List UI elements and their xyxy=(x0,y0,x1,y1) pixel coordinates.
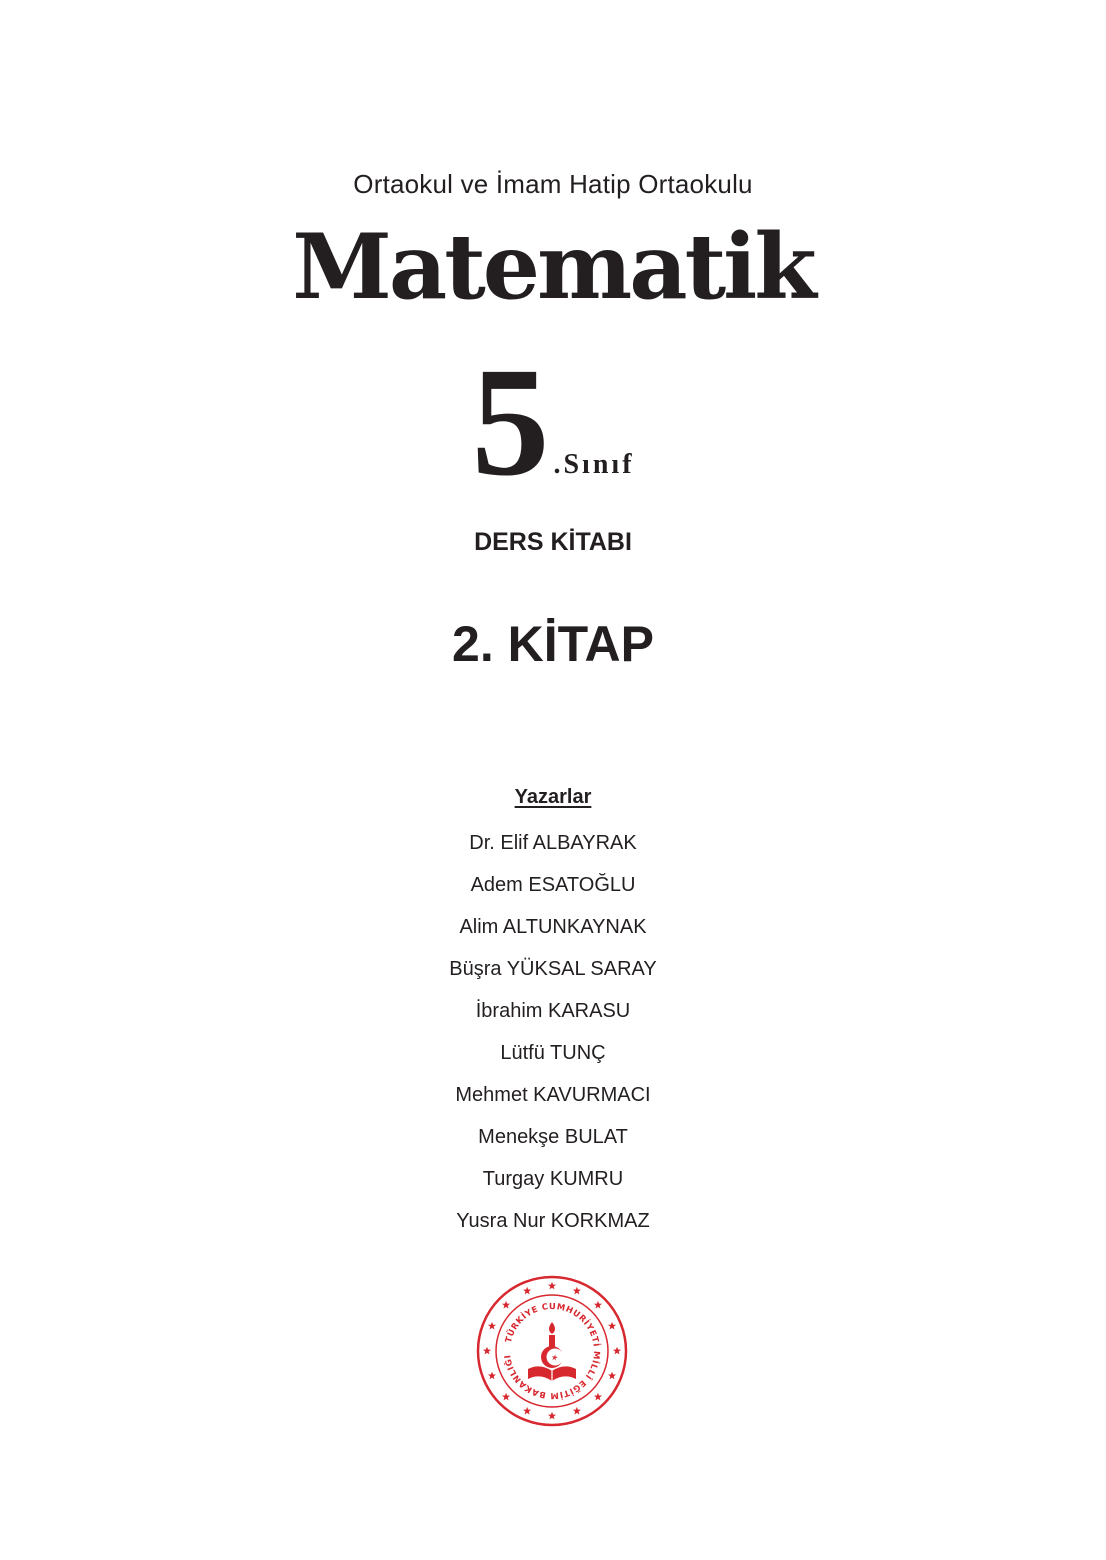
seal-star-icon xyxy=(573,1287,581,1295)
seal-star-icon xyxy=(608,1372,616,1380)
volume-label: 2. KİTAP xyxy=(452,616,654,672)
seal-star-icon xyxy=(548,1282,556,1290)
seal-star-icon xyxy=(573,1407,581,1415)
author-name: Lütfü TUNÇ xyxy=(500,1042,606,1064)
seal-star-icon xyxy=(548,1412,556,1420)
authors-list xyxy=(0,822,1106,1242)
seal-star-icon xyxy=(613,1347,621,1355)
seal-star-icon xyxy=(488,1322,496,1330)
author-name: Mehmet KAVURMACI xyxy=(455,1084,651,1106)
grade-label: .Sınıf xyxy=(553,449,635,480)
grade-block xyxy=(0,335,1106,508)
seal-star-icon xyxy=(523,1407,531,1415)
author-name: Menekşe BULAT xyxy=(478,1126,628,1148)
seal-star-icon xyxy=(523,1287,531,1295)
book-type: DERS KİTABI xyxy=(474,528,632,556)
seal-star-icon xyxy=(594,1393,602,1401)
author-name: İbrahim KARASU xyxy=(475,1000,631,1022)
seal-star-icon xyxy=(594,1301,602,1309)
author-name: Adem ESATOĞLU xyxy=(470,874,636,896)
grade-number: 5 xyxy=(471,335,550,508)
subject-title: Matematik xyxy=(292,214,814,320)
author-name: Turgay KUMRU xyxy=(482,1168,624,1190)
seal-text: TÜRKİYE CUMHURİYETİ MİLLÎ EĞİTİM BAKANLIĞI xyxy=(502,1300,603,1402)
seal-star-icon xyxy=(502,1393,510,1401)
author-name: Alim ALTUNKAYNAK xyxy=(459,916,647,938)
ministry-of-education-seal-icon xyxy=(476,1275,628,1427)
author-name: Büşra YÜKSAL SARAY xyxy=(449,958,657,980)
seal-star-icon xyxy=(502,1301,510,1309)
authors-heading: Yazarlar xyxy=(514,786,592,808)
author-name: Yusra Nur KORKMAZ xyxy=(456,1210,650,1232)
author-name: Dr. Elif ALBAYRAK xyxy=(469,832,637,854)
seal-star-icon xyxy=(608,1322,616,1330)
seal-star-icon xyxy=(483,1347,491,1355)
school-type: Ortaokul ve İmam Hatip Ortaokulu xyxy=(353,169,753,199)
seal-star-icon xyxy=(488,1372,496,1380)
